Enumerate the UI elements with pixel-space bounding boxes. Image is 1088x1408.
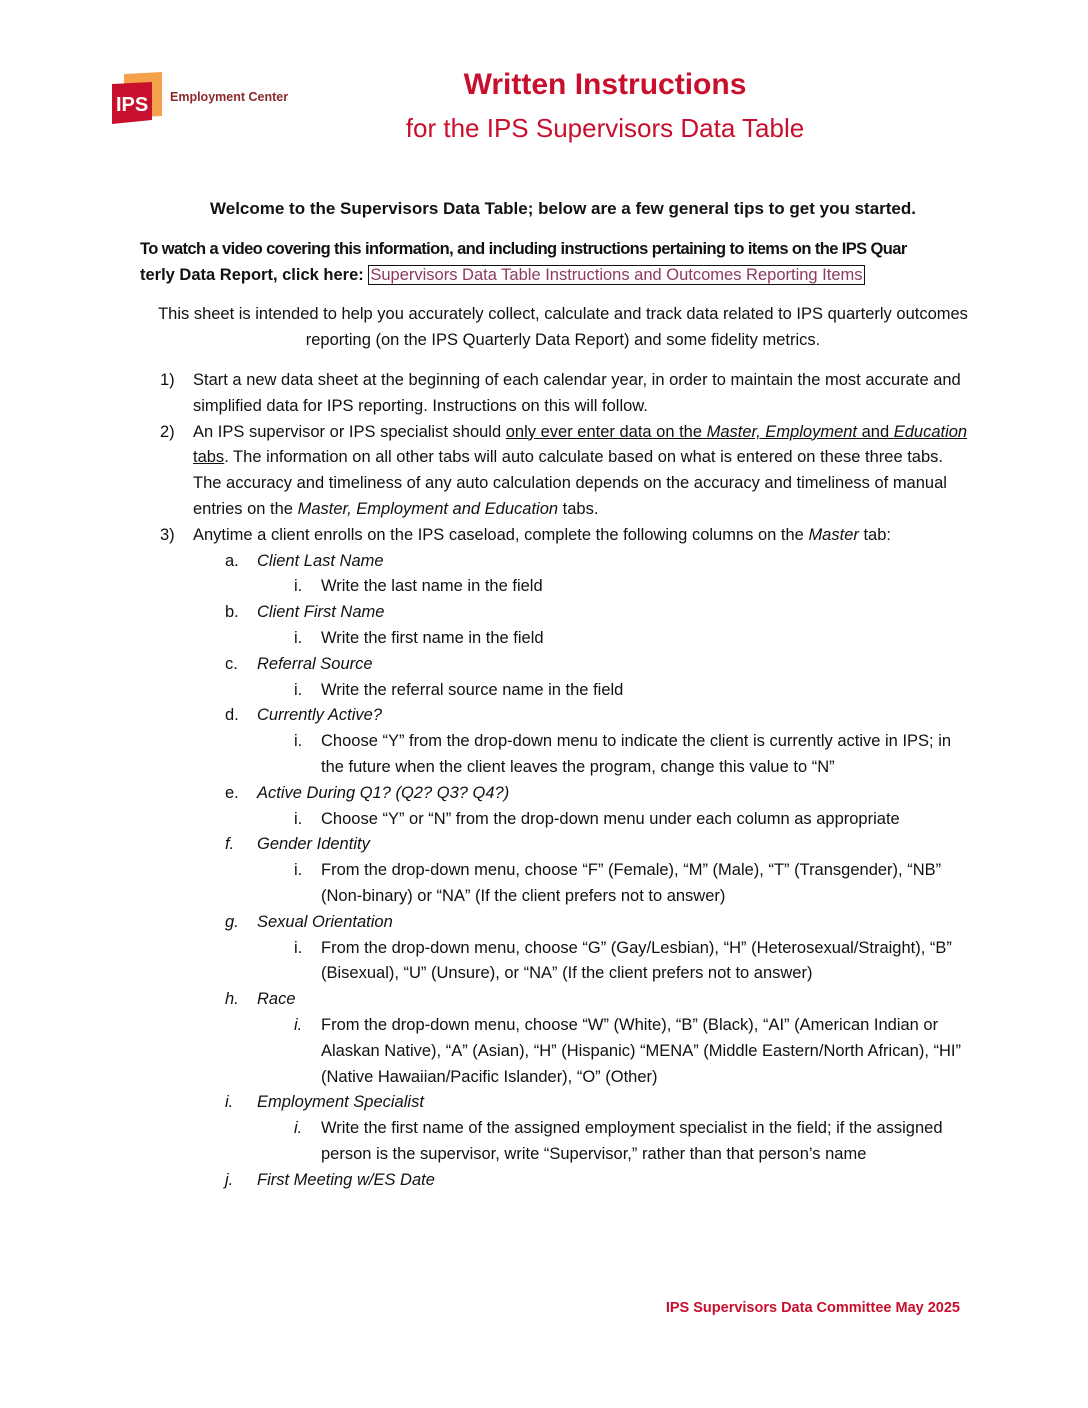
- sub-sub-item: i. Write the first name of the assigned employment specialist in the field; if the assigned person is the supervisor, write “Supervisor,” rather than that person’s name: [294, 1119, 943, 1163]
- sub-sub-item: i. From the drop-down menu, choose “G” (Gay/Lesbian), “H” (Heterosexual/Straight), “B” (Bisexual), “U” (Unsure), or “NA” (If the client prefers not to answer): [294, 938, 952, 983]
- sub-sub-item: i. From the drop-down menu, choose “W” (White), “B” (Black), “AI” (American Indian or Alaskan Native), “A” (Asian), “H” (Hispanic) “MENA” (Middle Eastern/North African), “HI” (Native Hawaiian/Pacific Islander), “O” (Other): [294, 1015, 961, 1086]
- video-link[interactable]: Supervisors Data Table Instructions and Outcomes Reporting Items: [370, 266, 863, 284]
- sub-item-a: a. Client Last Name: [225, 551, 384, 570]
- video-line1: To watch a video covering this information, and including instructions pertaining to items on the IPS Quar: [140, 240, 907, 258]
- sub-item-j: j. First Meeting w/ES Date: [225, 1170, 435, 1189]
- ips-logo: [110, 72, 300, 126]
- item-text: Start a new data sheet at the beginning of each calendar year, in order to maintain the most accurate and simplified data for IPS reporting. Instructions on this will follow.: [193, 371, 961, 415]
- page-title: Written Instructions: [463, 68, 747, 101]
- intro-paragraph: This sheet is intended to help you accurately collect, calculate and track data related to IPS quarterly outcomes reporting (on the IPS Quarterly Data Report) and some fidelity metrics.: [158, 305, 968, 349]
- list-item: [0, 523, 1088, 549]
- sub-item-c: c. Referral Source: [225, 654, 373, 673]
- sub-sub-item: i. Write the referral source name in the field: [294, 680, 624, 699]
- item-number: 3): [160, 525, 175, 544]
- sub-sub-item: i. Write the last name in the field: [294, 577, 543, 596]
- sub-sub-item: i. Choose “Y” from the drop-down menu to indicate the client is currently active in IPS; in the future when the client leaves the program, change this value to “N”: [294, 732, 952, 776]
- sub-sub-item: i. Choose “Y” or “N” from the drop-down menu under each column as appropriate: [294, 809, 900, 828]
- list-item: [0, 368, 1088, 420]
- list-item: [0, 420, 1088, 523]
- item-text: Anytime a client enrolls on the IPS caseload, complete the following columns on the Master tab:: [193, 525, 891, 544]
- sub-sub-item: i. From the drop-down menu, choose “F” (Female), “M” (Male), “T” (Transgender), “NB” (Non-binary) or “NA” (If the client prefers not to answer): [294, 861, 942, 905]
- video-paragraph: [140, 236, 1000, 288]
- instruction-list: [0, 368, 1088, 1194]
- footer-text: IPS Supervisors Data Committee May 2025: [665, 1300, 960, 1316]
- sub-item-h: h. Race: [225, 990, 296, 1009]
- video-line2: terly Data Report, click here:: [140, 266, 369, 284]
- sub-item-b: b. Client First Name: [225, 603, 385, 622]
- sub-item-i: i. Employment Specialist: [225, 1093, 424, 1112]
- welcome-text: Welcome to the Supervisors Data Table; below are a few general tips to get you started.: [210, 199, 916, 218]
- page-subtitle: for the IPS Supervisors Data Table: [405, 113, 805, 143]
- logo-text: Employment Center: [170, 90, 289, 104]
- sub-item-e: e. Active During Q1? (Q2? Q3? Q4?): [225, 783, 510, 802]
- sub-sub-item: i. Write the first name in the field: [294, 628, 544, 647]
- sub-item-g: g. Sexual Orientation: [225, 912, 393, 931]
- ips-logo-icon: [110, 72, 166, 126]
- sub-item-d: d. Currently Active?: [225, 706, 383, 725]
- logo-badge: IPS: [116, 94, 149, 116]
- item-text: An IPS supervisor or IPS specialist should only ever enter data on the Master, Employment and Education tabs. The information on all other tabs will auto calculate based on what is entered on these three tabs. The accuracy and timeliness of any auto calculation depends on the accuracy and timeliness of manual entries on the Master, Employment and Education tabs.: [193, 422, 968, 518]
- item-number: 2): [160, 422, 175, 441]
- item-number: 1): [160, 371, 175, 389]
- sub-item-f: f. Gender Identity: [225, 835, 370, 854]
